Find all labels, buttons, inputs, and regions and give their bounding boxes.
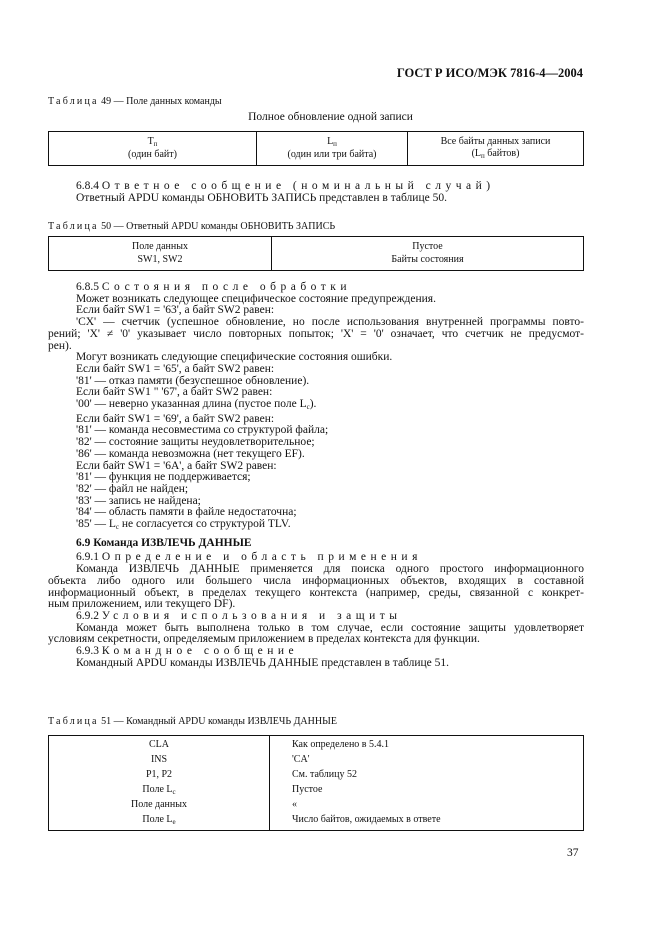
document-header: ГОСТ Р ИСО/МЭК 7816-4—2004 (396, 66, 583, 80)
table-word: Таблица (48, 96, 99, 107)
table-cell: Пустое Байты состояния (272, 237, 584, 271)
table-cell: Поле данных SW1, SW2 (49, 237, 272, 271)
table-cell: $T_п$ (один байт) (49, 132, 257, 166)
table-50 (48, 236, 584, 271)
table-49 (48, 131, 584, 166)
section-6-8-4: 6.8.4 Ответное сообщение (номинальный случай) Ответный APDU команды ОБНОВИТЬ ЗАПИСЬ представлен в таблице 50. (76, 180, 495, 204)
page-number: 37 (567, 847, 579, 859)
table-49-caption (48, 96, 222, 108)
table-row: Поле $L_е$ Число байтов, ожидаемых в ответе (49, 813, 584, 831)
section-heading: Условия использования и защиты (101, 609, 402, 622)
table-row: CLA Как определено в 5.4.1 (49, 736, 584, 754)
table-51-caption: Таблица 51 — Командный APDU команды ИЗВЛЕЧЬ ДАННЫЕ (48, 716, 337, 727)
table-cell: $L_п$ (один или три байта) (257, 132, 408, 166)
table-row: Поле $L_с$ Пустое (49, 783, 584, 798)
section-number: 6.8.4 (76, 180, 99, 192)
table-caption-text: 49 — Поле данных команды (101, 96, 222, 107)
section-heading: Определение и область применения (101, 551, 422, 564)
table-row: Поле данных « (49, 798, 584, 813)
section-heading: Ответное сообщение (номинальный случай) (101, 180, 495, 192)
section-6-8-5: 6.8.5 Состояния после обработки Может возникать следующее специфическое состояние предупреждения. Если байт SW1 = '63', а байт SW2 равен: 'CX' — счетчик (успешное обновление, но после использования внутренней программы повто- рений; 'X' ≠ '0' указывает число повторных попыток; 'X' = '0' означает, что счетчик не предусмот- рен). Могут возникать следующие специфические состояния ошибки. Если байт SW1 = '65', а байт SW2 равен: '81' — отказ памяти (безуспешное обновление). Если байт SW1 " '67', а байт SW2 равен: '00' — неверно указанная длина (пустое поле $L_с$). Если байт SW1 = '69', а байт SW2 равен: '81' — команда несовместима со структурой файла; '82' — состояние защиты неудовлетворительное; '86' — команда невозможна (нет текущего EF). Если байт SW1 = '6A', а байт SW2 равен: '81' — функция не поддерживается; '82' — файл не найден; '83' — запись не найдена; '84' — область памяти в файле недостаточна; '85' — $L_с$ не согласуется со структурой TLV. 6.9 Команда ИЗВЛЕЧЬ ДАННЫЕ 6.9.1 Определение и область применения Команда ИЗВЛЕЧЬ ДАННЫЕ применяется для поиска одного простого информационного объекта либо одного или большего числа информационных объектов, входящих в составной информационный объект, в пределах текущего контекста (например, среды, связанной с конкрет- ным приложением, или текущего DF). 6.9.2 Условия использования и защиты Команда может быть выполнена только в том случае, если состояние защиты удовлетворяет условиям секретности, определяемым приложением в пределах контекста для функции. 6.9.3 Командное сообщение Командный APDU команды ИЗВЛЕЧЬ ДАННЫЕ представлен в таблице 51. (48, 281, 584, 669)
table-51 (48, 735, 584, 831)
table-49-title: Полное обновление одной записи (248, 111, 413, 123)
table-row: INS 'CA' (49, 753, 584, 768)
table-50-caption: Таблица 50 — Ответный APDU команды ОБНОВИТЬ ЗАПИСЬ (48, 221, 336, 232)
section-6-9-heading: 6.9 Команда ИЗВЛЕЧЬ ДАННЫЕ (76, 536, 252, 549)
section-heading: Командное сообщение (101, 645, 299, 658)
table-row: P1, P2 См. таблицу 52 (49, 768, 584, 783)
table-cell: Все байты данных записи ($L_п$ байтов) (408, 132, 584, 166)
section-heading: Состояния после обработки (101, 281, 352, 293)
